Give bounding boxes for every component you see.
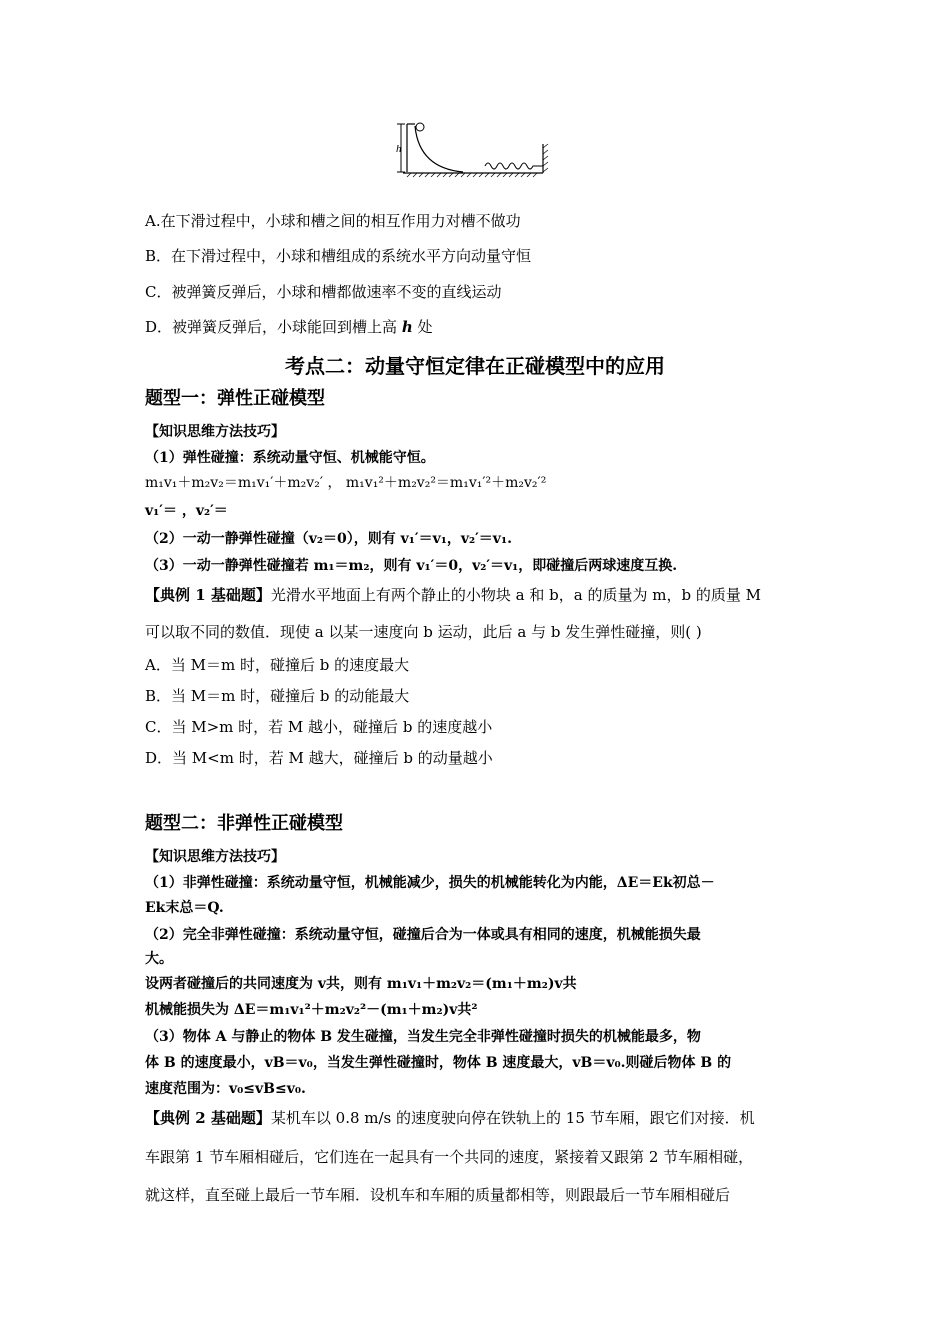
option-c: C．被弹簧反弹后，小球和槽都做速率不变的直线运动 — [145, 283, 502, 301]
example1-option-c: C．当 M>m 时，若 M 越小，碰撞后 b 的速度越小 — [145, 718, 493, 736]
type2-p5b: 体 B 的速度最小，vB＝v₀，当发生弹性碰撞时，物体 B 速度最大，vB＝v₀.则碰后物体 B 的 — [145, 1055, 732, 1071]
example1-line2: 可以取不同的数值．现使 a 以某一速度向 b 运动，此后 a 与 b 发生弹性碰撞，则( ) — [145, 623, 702, 641]
spring — [485, 163, 543, 169]
option-b: B．在下滑过程中，小球和槽组成的系统水平方向动量守恒 — [145, 247, 532, 265]
type2-p4: 机械能损失为 ΔE＝m₁v₁²＋m₂v₂²－(m₁＋m₂)v共² — [145, 1002, 478, 1018]
type1-tips-label: 【知识思维方法技巧】 — [145, 424, 285, 440]
example1-line1: 【典例 1 基础题】光滑水平地面上有两个静止的小物块 a 和 b，a 的质量为 m，b 的质量 M — [145, 586, 761, 604]
option-d: D．被弹簧反弹后，小球能回到槽上高 h 处 — [145, 318, 433, 336]
type2-p3: 设两者碰撞后的共同速度为 v共，则有 m₁v₁＋m₂v₂＝(m₁＋m₂)v共 — [145, 976, 577, 992]
type2-p5c: 速度范围为：v₀≤vB≤v₀. — [145, 1081, 306, 1097]
type1-title: 题型一：弹性正碰模型 — [145, 388, 325, 409]
type2-p1a: （1）非弹性碰撞：系统动量守恒，机械能减少，损失的机械能转化为内能，ΔE＝Ek初总－ — [145, 875, 715, 891]
type1-p1: （1）弹性碰撞：系统动量守恒、机械能守恒。 — [145, 450, 435, 466]
option-a: A.在下滑过程中，小球和槽之间的相互作用力对槽不做功 — [145, 212, 521, 230]
type2-p2a: （2）完全非弹性碰撞：系统动量守恒，碰撞后合为一体或具有相同的速度，机械能损失最 — [145, 927, 701, 943]
ball — [416, 123, 424, 131]
type1-p3: （3）一动一静弹性碰撞若 m₁＝m₂，则有 v₁′＝0，v₂′＝v₁，即碰撞后两球速度互换. — [145, 558, 678, 574]
type1-eq1: m₁v₁＋m₂v₂＝m₁v₁′＋m₂v₂′ ， m₁v₁²＋m₂v₂²＝m₁v₁′²＋m₂v₂′² — [145, 475, 547, 491]
example1-option-a: A．当 M＝m 时，碰撞后 b 的速度最大 — [145, 656, 410, 674]
example2-line2: 车跟第 1 节车厢相碰后，它们连在一起具有一个共同的速度，紧接着又跟第 2 节车厢相碰， — [145, 1148, 754, 1166]
example1-option-b: B．当 M＝m 时，碰撞后 b 的动能最大 — [145, 687, 410, 705]
type2-p1b: Ek末总＝Q. — [145, 900, 224, 916]
example2-line3: 就这样，直至碰上最后一节车厢．设机车和车厢的质量都相等，则跟最后一节车厢相碰后 — [145, 1186, 731, 1204]
type1-eq2: v₁′＝ ，v₂′＝ — [145, 503, 228, 519]
type1-p2: （2）一动一静弹性碰撞（v₂＝0），则有 v₁′＝v₁，v₂′＝v₁. — [145, 531, 512, 547]
example2-line1: 【典例 2 基础题】某机车以 0.8 m/s 的速度驶向停在铁轨上的 15 节车厢，跟它们对接．机 — [145, 1109, 755, 1127]
type2-title: 题型二：非弹性正碰模型 — [145, 813, 343, 834]
section-title: 考点二：动量守恒定律在正碰模型中的应用 — [285, 354, 665, 378]
example1-option-d: D．当 M<m 时，若 M 越大，碰撞后 b 的动量越小 — [145, 749, 493, 767]
slot-spring-figure — [393, 118, 557, 182]
type2-p5a: （3）物体 A 与静止的物体 B 发生碰撞，当发生完全非弹性碰撞时损失的机械能最多，物 — [145, 1029, 701, 1045]
type2-tips-label: 【知识思维方法技巧】 — [145, 849, 285, 865]
type2-p2b: 大。 — [145, 951, 173, 967]
height-label: h — [396, 143, 402, 155]
